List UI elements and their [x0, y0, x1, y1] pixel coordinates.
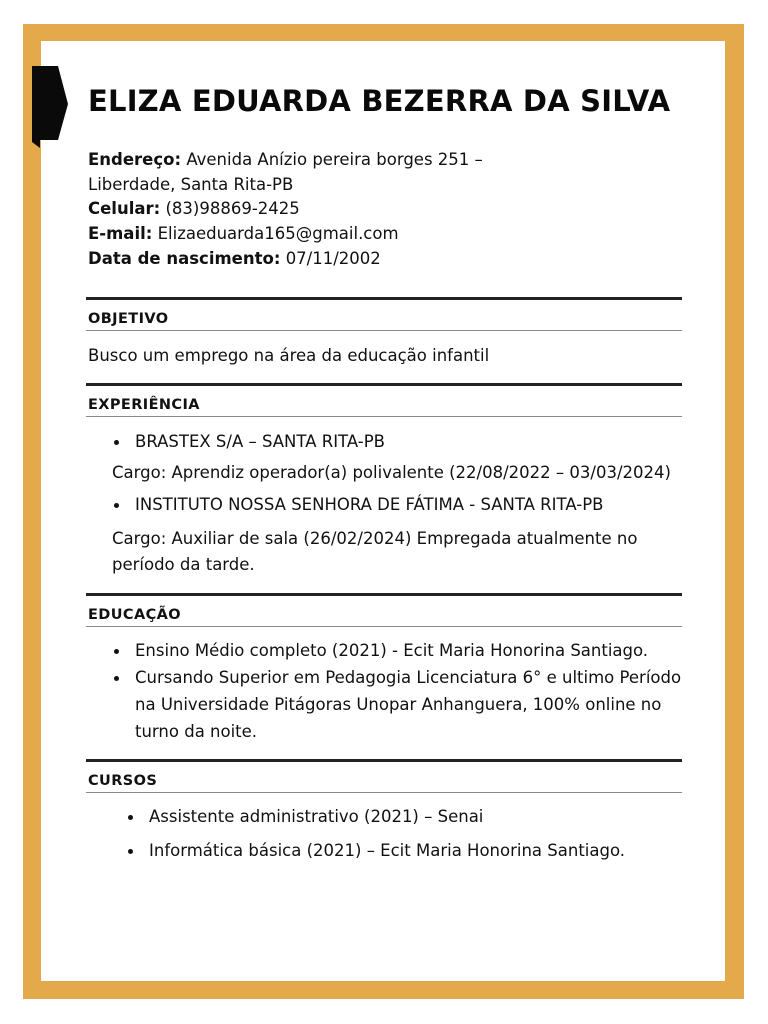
education-item-continued: na Universidade Pitágoras Unopar Anhanguera, 100% online no: [135, 695, 662, 714]
email-label: E-mail:: [88, 224, 153, 244]
experience-company: BRASTEX S/A – SANTA RITA-PB: [135, 428, 385, 455]
objective-title: OBJETIVO: [88, 311, 169, 327]
experience-company: INSTITUTO NOSSA SENHORA DE FÁTIMA - SANTA RITA-PB: [135, 491, 603, 518]
section-rule-top: [86, 297, 682, 300]
experience-role: Cargo: Auxiliar de sala (26/02/2024) Empregada atualmente no: [112, 529, 638, 548]
section-rule-bottom: [86, 626, 682, 627]
bookmark-ribbon-icon: [32, 66, 68, 150]
objective-text: Busco um emprego na área da educação infantil: [88, 346, 490, 365]
education-item: Ensino Médio completo (2021) - Ecit Maria Honorina Santiago.: [135, 637, 648, 664]
phone-label: Celular:: [88, 199, 161, 219]
education-item: Cursando Superior em Pedagogia Licenciatura 6° e ultimo Período: [135, 664, 681, 691]
section-rule-bottom: [86, 792, 682, 793]
phone-line: [88, 197, 688, 222]
course-item: Assistente administrativo (2021) – Senai: [149, 803, 483, 830]
experience-role-continued: período da tarde.: [112, 555, 255, 574]
education-item-continued: turno da noite.: [135, 722, 258, 741]
address-value: Avenida Anízio pereira borges 251 –: [186, 150, 483, 169]
courses-section: [86, 759, 682, 869]
objective-section: [86, 297, 682, 377]
birth-value: 07/11/2002: [285, 248, 381, 268]
contact-block: [88, 148, 688, 272]
email-line: [88, 222, 688, 247]
education-title: EDUCAÇÃO: [88, 607, 181, 623]
email-value: Elizaeduarda165@gmail.com: [157, 224, 399, 244]
experience-section: [86, 383, 682, 583]
section-rule-bottom: [86, 416, 682, 417]
address-line-2: Liberdade, Santa Rita-PB: [88, 174, 294, 194]
section-rule-top: [86, 759, 682, 762]
course-item: Informática básica (2021) – Ecit Maria Honorina Santiago.: [149, 837, 625, 864]
birth-label: Data de nascimento:: [88, 248, 281, 268]
section-rule-top: [86, 383, 682, 386]
birth-line: [88, 247, 688, 272]
address-label: Endereço:: [88, 150, 182, 169]
experience-role: Cargo: Aprendiz operador(a) polivalente (22/08/2022 – 03/03/2024): [112, 463, 671, 482]
courses-title: CURSOS: [88, 773, 158, 789]
section-rule-bottom: [86, 330, 682, 331]
address-line: [88, 148, 688, 173]
experience-title: EXPERIÊNCIA: [88, 397, 200, 413]
phone-value: (83)98869-2425: [165, 199, 300, 219]
candidate-name: ELIZA EDUARDA BEZERRA DA SILVA: [88, 84, 671, 118]
education-section: [86, 593, 682, 753]
section-rule-top: [86, 593, 682, 596]
